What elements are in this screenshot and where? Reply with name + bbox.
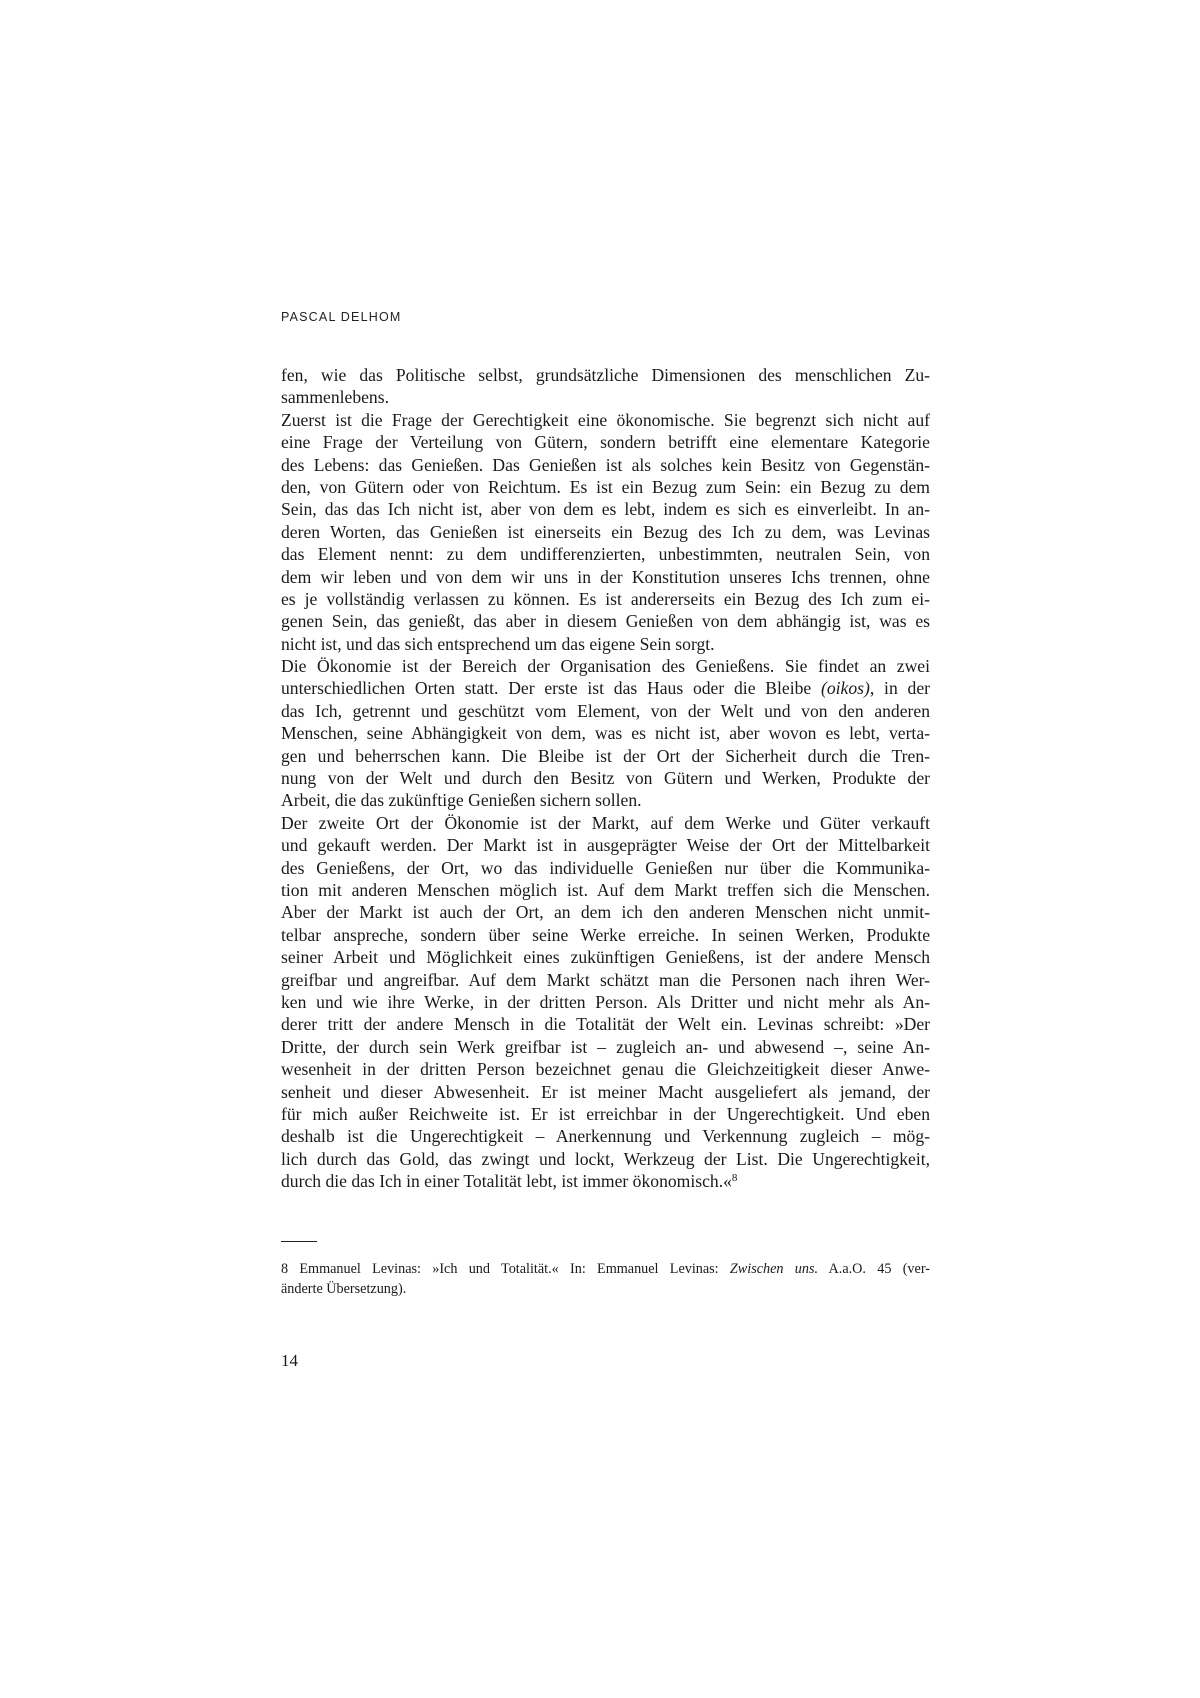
text-segment: änderte Übersetzung). — [281, 1281, 407, 1297]
text-segment: unterschiedlichen Orten statt. Der erste ist das Haus oder die Bleibe — [281, 678, 822, 699]
text-line — [281, 834, 930, 856]
text-segment: Arbeit, die das zukünftige Genießen sichern sollen. — [281, 790, 642, 811]
text-segment: telbar anspreche, sondern über seine Werke erreiche. In seinen Werken, Produkte — [281, 924, 930, 945]
text-line — [281, 879, 930, 901]
text-line — [281, 1103, 930, 1125]
text-line — [281, 700, 930, 722]
text-line — [281, 767, 930, 789]
text-line — [281, 789, 930, 811]
body-text — [281, 364, 930, 1192]
text-segment: fen, wie das Politische selbst, grundsätzliche Dimensionen des menschlichen Zu- — [281, 365, 930, 385]
text-line — [281, 901, 930, 923]
text-line — [281, 543, 930, 565]
text-segment: sammenlebens. — [281, 387, 389, 408]
text-segment: ken und wie ihre Werke, in der dritten Person. Als Dritter und nicht mehr als An- — [281, 991, 930, 1012]
text-line — [281, 364, 930, 386]
text-line — [281, 431, 930, 453]
text-line — [281, 1170, 930, 1192]
text-segment: Der zweite Ort der Ökonomie ist der Markt, auf dem Werke und Güter verkauft — [281, 812, 930, 833]
text-segment: dem wir leben und von dem wir uns in der Konstitution unseres Ichs trennen, ohne — [281, 566, 930, 587]
text-segment: Die Ökonomie ist der Bereich der Organisation des Genießens. Sie findet an zwei — [281, 656, 930, 677]
running-head: PASCAL DELHOM — [281, 310, 402, 324]
text-segment: Dritte, der durch sein Werk greifbar ist – zugleich an- und abwesend –, seine An- — [281, 1036, 930, 1057]
text-line — [281, 1148, 930, 1170]
text-segment: 8 Emmanuel Levinas: »Ich und Totalität.« In: Emmanuel Levinas: — [281, 1261, 730, 1277]
text-line — [281, 1036, 930, 1058]
text-segment: es je vollständig verlassen zu können. Es ist andererseits ein Bezug des Ich zum ei- — [281, 588, 930, 609]
text-segment: den, von Gütern oder von Reichtum. Es ist ein Bezug zum Sein: ein Bezug zu dem — [281, 476, 930, 497]
text-segment: das Element nennt: zu dem undifferenzierten, unbestimmten, neutralen Sein, von — [281, 544, 930, 565]
text-line — [281, 857, 930, 879]
text-line — [281, 498, 930, 520]
page-number: 14 — [281, 1351, 298, 1370]
text-line — [281, 677, 930, 699]
text-segment: eine Frage der Verteilung von Gütern, sondern betrifft eine elementare Kategorie — [281, 432, 930, 453]
text-line — [281, 633, 930, 655]
italic-term: Zwischen uns. — [729, 1261, 819, 1277]
text-segment: durch die das Ich in einer Totalität lebt, ist immer ökonomisch.« — [281, 1171, 732, 1192]
text-segment: lich durch das Gold, das zwingt und lockt, Werkzeug der List. Die Ungerechtigkeit, — [281, 1148, 930, 1169]
text-segment: wesenheit in der dritten Person bezeichnet genau die Gleichzeitigkeit dieser Anwe- — [281, 1059, 930, 1080]
text-segment: nung von der Welt und durch den Besitz von Gütern und Werken, Produkte der — [281, 768, 930, 789]
text-segment: Zuerst ist die Frage der Gerechtigkeit eine ökonomische. Sie begrenzt sich nicht auf — [281, 409, 930, 430]
text-line — [281, 924, 930, 946]
footnote-line — [281, 1279, 930, 1299]
footnote — [281, 1259, 930, 1299]
text-segment: das Ich, getrennt und geschützt vom Element, von der Welt und von den anderen — [281, 700, 930, 721]
footnote-reference: 8 — [731, 1172, 738, 1185]
text-line — [281, 588, 930, 610]
text-segment: Sein, das das Ich nicht ist, aber von dem es lebt, indem es sich es einverleibt. In an- — [281, 499, 930, 520]
text-line — [281, 812, 930, 834]
text-line — [281, 454, 930, 476]
text-segment: derer tritt der andere Mensch in die Totalität der Welt ein. Levinas schreibt: »Der — [281, 1014, 930, 1035]
text-line — [281, 610, 930, 632]
text-line — [281, 1125, 930, 1147]
text-line — [281, 722, 930, 744]
text-line — [281, 386, 930, 408]
text-segment: senheit und dieser Abwesenheit. Er ist meiner Macht ausgeliefert als jemand, der — [281, 1081, 930, 1102]
text-line — [281, 655, 930, 677]
text-line — [281, 521, 930, 543]
text-line — [281, 1081, 930, 1103]
text-segment: des Genießens, der Ort, wo das individuelle Genießen nur über die Kommunika- — [281, 857, 930, 878]
text-segment: des Lebens: das Genießen. Das Genießen ist als solches kein Besitz von Gegenstän- — [281, 454, 930, 475]
text-segment: seiner Arbeit und Möglichkeit eines zukünftigen Genießens, ist der andere Mensch — [281, 947, 930, 968]
text-segment: deshalb ist die Ungerechtigkeit – Anerkennung und Verkennung zugleich – mög- — [281, 1126, 930, 1147]
text-segment: für mich außer Reichweite ist. Er ist erreichbar in der Ungerechtigkeit. Und eben — [281, 1103, 930, 1124]
text-line — [281, 991, 930, 1013]
text-line — [281, 946, 930, 968]
italic-term: (oikos) — [821, 678, 870, 699]
text-line — [281, 745, 930, 767]
text-segment: nicht ist, und das sich entsprechend um das eigene Sein sorgt. — [281, 633, 715, 654]
text-segment: , in der — [869, 678, 930, 699]
text-line — [281, 1013, 930, 1035]
text-line — [281, 476, 930, 498]
text-line — [281, 969, 930, 991]
text-segment: genen Sein, das genießt, das aber in diesem Genießen von dem abhängig ist, was es — [281, 611, 930, 632]
text-line — [281, 409, 930, 431]
text-segment: tion mit anderen Menschen möglich ist. Auf dem Markt treffen sich die Menschen. — [281, 879, 930, 900]
text-segment: deren Worten, das Genießen ist einerseits ein Bezug des Ich zu dem, was Levinas — [281, 521, 930, 542]
text-segment: Menschen, seine Abhängigkeit von dem, was es nicht ist, aber wovon es lebt, verta- — [281, 723, 930, 744]
footnote-line — [281, 1259, 930, 1279]
text-segment: und gekauft werden. Der Markt ist in ausgeprägter Weise der Ort der Mittelbarkeit — [281, 835, 930, 856]
text-line — [281, 566, 930, 588]
text-segment: A.a.O. 45 (ver- — [818, 1261, 930, 1277]
text-segment: gen und beherrschen kann. Die Bleibe ist der Ort der Sicherheit durch die Tren- — [281, 745, 930, 766]
text-segment: Aber der Markt ist auch der Ort, an dem ich den anderen Menschen nicht unmit- — [281, 902, 930, 923]
text-line — [281, 1058, 930, 1080]
footnote-divider — [281, 1241, 317, 1242]
text-segment: greifbar und angreifbar. Auf dem Markt schätzt man die Personen nach ihren Wer- — [281, 969, 930, 990]
